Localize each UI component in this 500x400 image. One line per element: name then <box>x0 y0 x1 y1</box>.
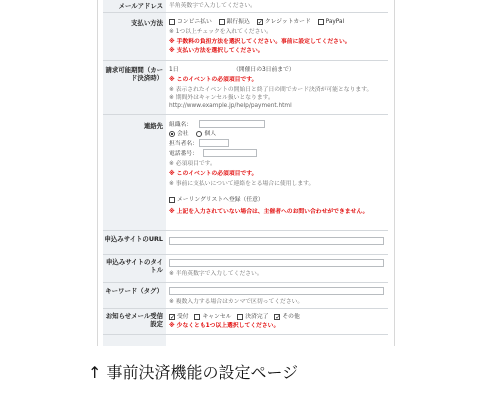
payment-option-checkbox[interactable] <box>257 19 263 25</box>
name-label: 担当者名： <box>169 141 198 147</box>
request-period-warning: ※ このイベントの必須項目です。 <box>169 77 258 83</box>
radio-company-label: 会社 <box>177 131 189 137</box>
contact-note2: ※ 事前に支払いについて連絡をとる場合に使用します。 <box>169 181 315 187</box>
notification-option-label: その他 <box>282 314 300 320</box>
row-separator <box>103 114 388 115</box>
phone-label: 電話番号： <box>169 151 198 157</box>
request-period-url[interactable]: http://www.example.jp/help/payment.html <box>169 103 292 109</box>
mailing-list-label: メーリングリストへ登録（任意） <box>177 197 264 203</box>
notification-warning: ※ 少なくとも1つ以上選択してください。 <box>169 323 280 329</box>
caption-text: ↑ 事前決済機能の設定ページ <box>88 363 299 382</box>
payment-warning: ※ 手数料の負担方法を選択してください。事前に設定してください。 <box>169 39 351 45</box>
payment-options <box>169 18 344 26</box>
site-title-input[interactable] <box>169 259 384 267</box>
payment-option-checkbox[interactable] <box>318 19 324 25</box>
left-blank-pane <box>0 0 97 346</box>
name-input[interactable] <box>199 139 229 147</box>
notification-checkbox[interactable] <box>169 314 175 320</box>
contact-note: ※ 必須項目です。 <box>169 161 216 167</box>
notification-option-label: キャンセル <box>202 314 232 320</box>
payment-method-label: 支払い方法 <box>131 19 163 27</box>
payment-option-label: クレジットカード <box>264 19 311 25</box>
row-separator <box>103 282 388 283</box>
mailing-list-checkbox[interactable] <box>169 197 175 203</box>
payment-option-checkbox[interactable] <box>219 19 225 25</box>
mail-address-label: メールアドレス <box>118 2 163 10</box>
row-separator <box>103 60 388 61</box>
site-title-label: 申込みサイトのタイトル <box>106 258 163 274</box>
row-separator <box>103 254 388 255</box>
mailing-list-option <box>169 196 264 204</box>
payment-option-checkbox[interactable] <box>169 19 175 25</box>
radio-individual[interactable] <box>196 131 202 137</box>
row-separator <box>103 308 388 309</box>
radio-individual-label: 個人 <box>204 131 217 137</box>
notification-option-label: 決済完了 <box>245 314 269 320</box>
row-separator <box>103 230 388 231</box>
notification-checkbox[interactable] <box>237 314 243 320</box>
notification-checkbox[interactable] <box>194 314 200 320</box>
left-divider <box>97 0 98 346</box>
mail-address-note: 半角英数字で入力してください。 <box>169 3 256 9</box>
org-label: 組織名： <box>169 122 193 128</box>
payment-option-label: コンビニ払い <box>177 19 212 25</box>
request-period-label: 請求可能期間（カード決済時） <box>105 66 163 82</box>
notification-option-label: 受付 <box>177 314 189 320</box>
radio-company[interactable] <box>169 131 175 137</box>
keywords-note: ※ 複数入力する場合はカンマで区切ってください。 <box>169 299 304 305</box>
contact-warning: ※ このイベントの必須項目です。 <box>169 171 258 177</box>
payment-option-label: 銀行振込 <box>226 19 250 25</box>
phone-input[interactable] <box>203 149 257 157</box>
contact-warning2: ※ 上記を入力されていない場合は、主催者へのお問い合わせができません。 <box>169 209 369 215</box>
request-period-value-note: （開催日の3日前まで） <box>233 67 295 73</box>
site-url-label: 申込みサイトのURL <box>104 235 163 243</box>
contact-type-radios <box>169 130 216 138</box>
keywords-label: キーワード（タグ） <box>105 287 163 295</box>
keywords-input[interactable] <box>169 287 384 295</box>
notification-options <box>169 313 300 321</box>
contact-label: 連絡先 <box>143 122 163 130</box>
right-divider <box>394 0 395 346</box>
row-separator <box>103 12 388 13</box>
notification-checkbox[interactable] <box>274 314 280 320</box>
request-period-note: ※ 表示されたイベントの開始日と終了日の間でカード決済が可能となります。 <box>169 87 373 93</box>
payment-method-note: ※ 1つ以上チェックを入れてください。 <box>169 29 272 35</box>
notification-label: お知らせメール受信設定 <box>105 312 163 328</box>
settings-form <box>103 0 388 346</box>
request-period-value: 1日 <box>169 67 179 73</box>
row-separator <box>103 334 388 335</box>
payment-warning: ※ 支払い方法を選択してください。 <box>169 48 264 54</box>
org-input[interactable] <box>199 120 265 128</box>
request-period-note: ※ 期間外はキャンセル扱いとなります。 <box>169 95 274 101</box>
site-title-note: ※ 半角英数字で入力してください。 <box>169 271 263 277</box>
site-url-input[interactable] <box>169 237 384 245</box>
payment-option-label: PayPal <box>325 19 345 25</box>
